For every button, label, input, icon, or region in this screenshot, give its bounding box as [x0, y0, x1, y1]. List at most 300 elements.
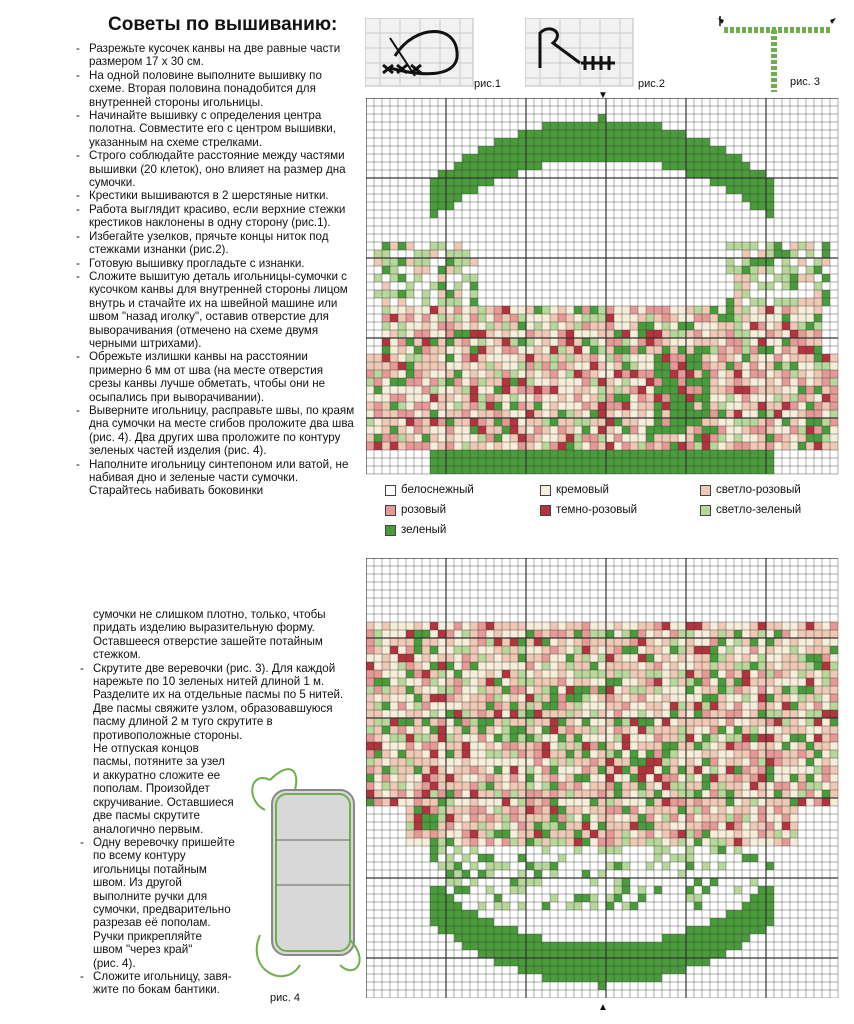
stitch-cell: [598, 678, 606, 686]
stitch-cell: [750, 734, 758, 742]
stitch-cell: [366, 622, 374, 630]
stitch-cell: [542, 758, 550, 766]
stitch-cell: [678, 154, 686, 162]
tip-item: сумочки не слишком плотно, только, чтобы придать изделию выразительную форму. Оставшееся отверстие зашейте потайным стежком.: [93, 608, 326, 662]
stitch-cell: [678, 806, 686, 814]
stitch-cell: [566, 146, 574, 154]
stitch-cell: [558, 138, 566, 146]
stitch-cell: [462, 782, 470, 790]
stitch-cell: [718, 442, 726, 450]
stitch-cell: [422, 742, 430, 750]
stitch-cell: [454, 450, 462, 458]
stitch-cell: [694, 782, 702, 790]
stitch-cell: [438, 386, 446, 394]
stitch-cell: [718, 386, 726, 394]
stitch-cell: [390, 330, 398, 338]
stitch-cell: [374, 418, 382, 426]
stitch-cell: [526, 750, 534, 758]
stitch-cell: [782, 298, 790, 306]
stitch-cell: [382, 434, 390, 442]
stitch-cell: [822, 678, 830, 686]
stitch-cell: [470, 934, 478, 942]
stitch-cell: [566, 766, 574, 774]
stitch-cell: [782, 702, 790, 710]
stitch-cell: [494, 146, 502, 154]
stitch-cell: [718, 782, 726, 790]
stitch-cell: [782, 354, 790, 362]
stitch-cell: [526, 466, 534, 474]
stitch-cell: [718, 338, 726, 346]
stitch-cell: [502, 622, 510, 630]
stitch-cell: [598, 638, 606, 646]
stitch-cell: [686, 322, 694, 330]
stitch-cell: [678, 466, 686, 474]
stitch-cell: [478, 338, 486, 346]
stitch-cell: [718, 434, 726, 442]
stitch-cell: [574, 702, 582, 710]
stitch-cell: [702, 370, 710, 378]
stitch-cell: [774, 790, 782, 798]
stitch-cell: [782, 750, 790, 758]
stitch-cell: [454, 418, 462, 426]
stitch-cell: [718, 790, 726, 798]
stitch-cell: [406, 362, 414, 370]
legend-item: [700, 504, 801, 516]
stitch-cell: [590, 950, 598, 958]
stitch-cell: [398, 758, 406, 766]
stitch-cell: [566, 798, 574, 806]
stitch-cell: [750, 926, 758, 934]
stitch-cell: [630, 410, 638, 418]
stitch-cell: [438, 806, 446, 814]
stitch-cell: [494, 622, 502, 630]
stitch-cell: [454, 338, 462, 346]
stitch-cell: [606, 322, 614, 330]
stitch-cell: [798, 662, 806, 670]
stitch-cell: [814, 394, 822, 402]
stitch-cell: [462, 798, 470, 806]
stitch-cell: [598, 138, 606, 146]
stitch-cell: [710, 758, 718, 766]
stitch-cell: [678, 934, 686, 942]
stitch-cell: [766, 442, 774, 450]
stitch-cell: [414, 330, 422, 338]
stitch-cell: [446, 910, 454, 918]
stitch-cell: [646, 774, 654, 782]
stitch-cell: [502, 146, 510, 154]
stitch-cell: [790, 790, 798, 798]
stitch-cell: [422, 838, 430, 846]
stitch-cell: [638, 306, 646, 314]
stitch-cell: [726, 838, 734, 846]
stitch-cell: [622, 654, 630, 662]
stitch-cell: [510, 782, 518, 790]
stitch-cell: [550, 410, 558, 418]
stitch-cell: [750, 774, 758, 782]
stitch-cell: [622, 378, 630, 386]
stitch-cell: [766, 646, 774, 654]
stitch-cell: [622, 806, 630, 814]
stitch-cell: [486, 402, 494, 410]
stitch-cell: [486, 178, 494, 186]
tip-item: - Избегайте узелков, прячьте концы ниток под стежками изнанки (рис.2).: [76, 230, 356, 257]
stitch-cell: [558, 330, 566, 338]
stitch-cell: [758, 758, 766, 766]
stitch-cell: [702, 458, 710, 466]
stitch-cell: [550, 822, 558, 830]
stitch-cell: [822, 434, 830, 442]
stitch-cell: [702, 758, 710, 766]
stitch-cell: [598, 958, 606, 966]
stitch-cell: [622, 718, 630, 726]
stitch-cell: [710, 362, 718, 370]
stitch-cell: [366, 426, 374, 434]
stitch-cell: [686, 830, 694, 838]
stitch-cell: [742, 266, 750, 274]
stitch-cell: [694, 702, 702, 710]
stitch-cell: [422, 670, 430, 678]
stitch-cell: [510, 702, 518, 710]
stitch-cell: [726, 670, 734, 678]
stitch-cell: [670, 934, 678, 942]
stitch-cell: [622, 966, 630, 974]
stitch-cell: [790, 662, 798, 670]
stitch-cell: [774, 370, 782, 378]
stitch-cell: [614, 942, 622, 950]
stitch-cell: [518, 354, 526, 362]
stitch-cell: [814, 266, 822, 274]
stitch-cell: [678, 362, 686, 370]
stitch-cell: [526, 338, 534, 346]
stitch-cell: [414, 378, 422, 386]
stitch-cell: [830, 386, 838, 394]
stitch-cell: [638, 426, 646, 434]
stitch-cell: [758, 678, 766, 686]
stitch-cell: [766, 902, 774, 910]
stitch-cell: [782, 798, 790, 806]
stitch-cell: [598, 966, 606, 974]
stitch-cell: [478, 678, 486, 686]
stitch-cell: [654, 638, 662, 646]
stitch-cell: [630, 678, 638, 686]
stitch-cell: [422, 330, 430, 338]
stitch-cell: [766, 774, 774, 782]
stitch-cell: [830, 710, 838, 718]
stitch-cell: [798, 790, 806, 798]
stitch-cell: [542, 942, 550, 950]
stitch-cell: [446, 718, 454, 726]
stitch-cell: [702, 678, 710, 686]
stitch-cell: [742, 242, 750, 250]
stitch-cell: [790, 814, 798, 822]
tip-item: пасмы, потяните за узел: [93, 755, 225, 769]
stitch-cell: [654, 942, 662, 950]
stitch-cell: [518, 958, 526, 966]
stitch-cell: [374, 654, 382, 662]
stitch-cell: [398, 790, 406, 798]
stitch-cell: [430, 718, 438, 726]
stitch-cell: [518, 314, 526, 322]
stitch-cell: [694, 426, 702, 434]
stitch-cell: [566, 670, 574, 678]
stitch-cell: [446, 418, 454, 426]
stitch-cell: [830, 750, 838, 758]
stitch-cell: [822, 686, 830, 694]
stitch-cell: [662, 678, 670, 686]
stitch-cell: [662, 862, 670, 870]
stitch-cell: [486, 378, 494, 386]
stitch-cell: [614, 662, 622, 670]
stitch-cell: [478, 758, 486, 766]
stitch-cell: [678, 138, 686, 146]
stitch-cell: [774, 702, 782, 710]
stitch-cell: [614, 138, 622, 146]
stitch-cell: [742, 170, 750, 178]
stitch-cell: [454, 426, 462, 434]
stitch-cell: [534, 138, 542, 146]
legend-label: светло-зеленый: [716, 504, 802, 516]
stitch-cell: [446, 194, 454, 202]
stitch-cell: [598, 982, 606, 990]
stitch-cell: [662, 782, 670, 790]
stitch-cell: [494, 934, 502, 942]
stitch-cell: [766, 918, 774, 926]
stitch-cell: [558, 942, 566, 950]
stitch-cell: [630, 742, 638, 750]
stitch-cell: [758, 378, 766, 386]
stitch-cell: [526, 330, 534, 338]
stitch-cell: [486, 750, 494, 758]
stitch-cell: [470, 846, 478, 854]
stitch-cell: [814, 798, 822, 806]
stitch-cell: [646, 322, 654, 330]
stitch-cell: [806, 242, 814, 250]
stitch-cell: [510, 790, 518, 798]
stitch-cell: [382, 718, 390, 726]
stitch-cell: [790, 670, 798, 678]
stitch-cell: [718, 178, 726, 186]
tip-item: - Скрутите две веревочки (рис. 3). Для каждой нарежьте по 10 зеленых нитей длиной 1 м. Разделите их на отдельные пасмы по 5 нитей. Две пасмы свяжите узлом, образовавшуюся пасму длиной 2 м туго скрутите в противоположные стороны.: [80, 662, 355, 742]
stitch-cell: [542, 790, 550, 798]
stitch-cell: [710, 710, 718, 718]
stitch-cell: [478, 378, 486, 386]
stitch-cell: [542, 338, 550, 346]
stitch-cell: [718, 798, 726, 806]
stitch-cell: [382, 694, 390, 702]
stitch-cell: [518, 718, 526, 726]
stitch-cell: [614, 806, 622, 814]
stitch-cell: [550, 694, 558, 702]
stitch-cell: [614, 426, 622, 434]
stitch-cell: [814, 290, 822, 298]
stitch-cell: [406, 418, 414, 426]
tip-item: - Работа выглядит красиво, если верхние стежки крестиков наклонены в одну сторону (рис.1).: [76, 203, 356, 230]
stitch-cell: [790, 838, 798, 846]
stitch-cell: [806, 402, 814, 410]
stitch-cell: [742, 250, 750, 258]
stitch-cell: [590, 434, 598, 442]
stitch-cell: [638, 702, 646, 710]
stitch-cell: [518, 814, 526, 822]
stitch-cell: [382, 402, 390, 410]
stitch-cell: [670, 670, 678, 678]
stitch-cell: [646, 678, 654, 686]
stitch-cell: [526, 758, 534, 766]
stitch-cell: [558, 678, 566, 686]
stitch-cell: [742, 306, 750, 314]
stitch-cell: [486, 314, 494, 322]
stitch-cell: [630, 950, 638, 958]
stitch-cell: [446, 782, 454, 790]
stitch-cell: [542, 726, 550, 734]
legend-label: белоснежный: [401, 484, 474, 496]
stitch-cell: [718, 394, 726, 402]
stitch-cell: [430, 178, 438, 186]
stitch-cell: [566, 410, 574, 418]
stitch-cell: [758, 450, 766, 458]
stitch-cell: [462, 638, 470, 646]
stitch-cell: [582, 442, 590, 450]
stitch-cell: [454, 926, 462, 934]
stitch-cell: [742, 338, 750, 346]
stitch-cell: [414, 774, 422, 782]
stitch-cell: [606, 146, 614, 154]
stitch-cell: [574, 758, 582, 766]
stitch-cell: [486, 670, 494, 678]
stitch-cell: [366, 434, 374, 442]
stitch-cell: [694, 354, 702, 362]
stitch-cell: [758, 266, 766, 274]
stitch-cell: [446, 402, 454, 410]
stitch-cell: [622, 402, 630, 410]
stitch-cell: [742, 782, 750, 790]
stitch-cell: [566, 742, 574, 750]
stitch-cell: [670, 466, 678, 474]
stitch-cell: [446, 726, 454, 734]
stitch-cell: [726, 926, 734, 934]
stitch-cell: [806, 442, 814, 450]
stitch-cell: [798, 654, 806, 662]
stitch-cell: [686, 790, 694, 798]
stitch-cell: [398, 370, 406, 378]
stitch-cell: [422, 782, 430, 790]
stitch-cell: [606, 394, 614, 402]
stitch-cell: [406, 782, 414, 790]
stitch-cell: [470, 742, 478, 750]
stitch-cell: [430, 838, 438, 846]
stitch-cell: [654, 386, 662, 394]
stitch-cell: [782, 274, 790, 282]
stitch-cell: [446, 862, 454, 870]
stitch-cell: [406, 630, 414, 638]
stitch-cell: [414, 734, 422, 742]
stitch-cell: [550, 718, 558, 726]
stitch-cell: [462, 622, 470, 630]
stitch-cell: [478, 926, 486, 934]
stitch-cell: [510, 402, 518, 410]
stitch-cell: [438, 378, 446, 386]
stitch-cell: [606, 138, 614, 146]
stitch-cell: [678, 670, 686, 678]
stitch-cell: [710, 162, 718, 170]
stitch-cell: [822, 370, 830, 378]
stitch-cell: [486, 170, 494, 178]
stitch-cell: [566, 386, 574, 394]
stitch-cell: [502, 686, 510, 694]
stitch-cell: [494, 466, 502, 474]
stitch-cell: [750, 458, 758, 466]
stitch-cell: [550, 942, 558, 950]
stitch-cell: [422, 354, 430, 362]
stitch-cell: [726, 822, 734, 830]
stitch-cell: [814, 702, 822, 710]
stitch-cell: [622, 138, 630, 146]
stitch-cell: [718, 694, 726, 702]
stitch-cell: [574, 654, 582, 662]
stitch-cell: [614, 886, 622, 894]
stitch-cell: [742, 750, 750, 758]
stitch-cell: [494, 154, 502, 162]
stitch-cell: [678, 678, 686, 686]
stitch-cell: [790, 766, 798, 774]
stitch-cell: [686, 678, 694, 686]
stitch-cell: [414, 314, 422, 322]
stitch-cell: [414, 410, 422, 418]
stitch-cell: [662, 306, 670, 314]
stitch-cell: [798, 378, 806, 386]
stitch-cell: [470, 878, 478, 886]
stitch-cell: [582, 870, 590, 878]
stitch-cell: [478, 630, 486, 638]
stitch-cell: [798, 710, 806, 718]
stitch-cell: [606, 686, 614, 694]
stitch-cell: [590, 790, 598, 798]
stitch-cell: [542, 146, 550, 154]
stitch-cell: [670, 434, 678, 442]
stitch-cell: [542, 814, 550, 822]
stitch-cell: [694, 630, 702, 638]
stitch-cell: [550, 322, 558, 330]
stitch-cell: [606, 638, 614, 646]
stitch-cell: [582, 806, 590, 814]
stitch-cell: [814, 258, 822, 266]
center-arrow-bottom: ▲: [598, 1002, 608, 1013]
stitch-cell: [510, 442, 518, 450]
stitch-cell: [430, 622, 438, 630]
stitch-cell: [718, 774, 726, 782]
stitch-cell: [582, 410, 590, 418]
stitch-cell: [750, 814, 758, 822]
stitch-cell: [534, 466, 542, 474]
stitch-cell: [494, 726, 502, 734]
stitch-cell: [726, 694, 734, 702]
stitch-cell: [726, 910, 734, 918]
stitch-cell: [678, 838, 686, 846]
stitch-cell: [446, 178, 454, 186]
stitch-cell: [494, 790, 502, 798]
stitch-cell: [366, 718, 374, 726]
stitch-cell: [758, 338, 766, 346]
stitch-cell: [438, 202, 446, 210]
stitch-cell: [470, 862, 478, 870]
stitch-cell: [590, 154, 598, 162]
stitch-cell: [486, 458, 494, 466]
stitch-cell: [822, 710, 830, 718]
stitch-cell: [726, 630, 734, 638]
stitch-cell: [686, 950, 694, 958]
stitch-cell: [662, 130, 670, 138]
stitch-cell: [654, 354, 662, 362]
